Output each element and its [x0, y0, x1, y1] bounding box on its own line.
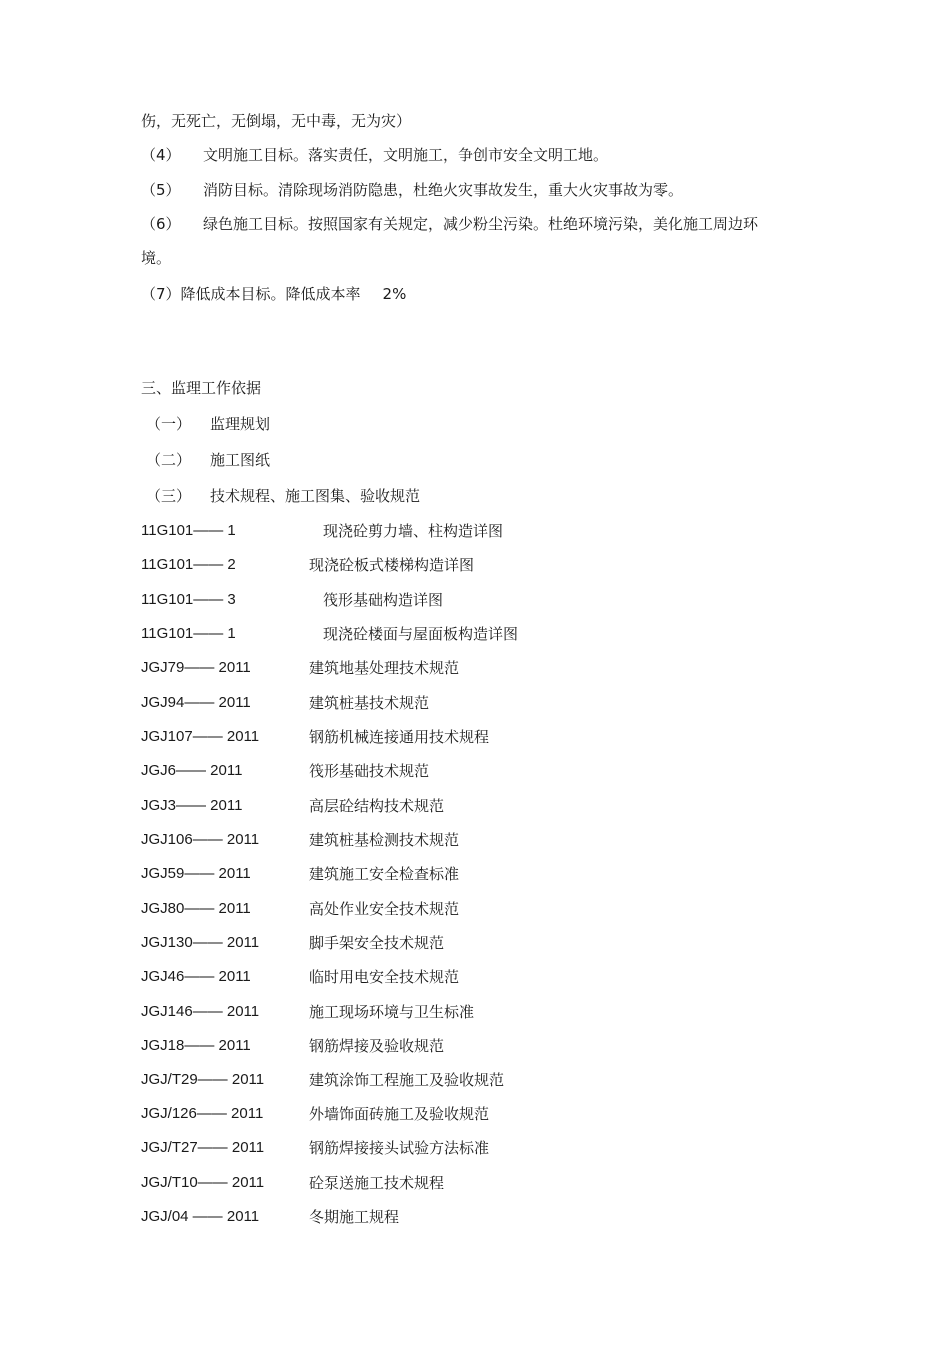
goal-item-4-text: 文明施工目标。落实责任，文明施工，争创市安全文明工地。 [203, 146, 609, 164]
sub-item-1-text: 监理规划 [210, 415, 271, 433]
standard-code: 11G101—— 2 [141, 556, 236, 573]
standard-code: JGJ6—— 2011 [141, 762, 243, 779]
cost-reduction-rate: 2% [382, 285, 407, 303]
sub-item-2-text: 施工图纸 [210, 451, 271, 469]
standard-code: JGJ/126—— 2011 [141, 1105, 264, 1122]
standard-title: 建筑桩基技术规范 [309, 694, 430, 712]
section-3-heading: 三、监理工作依据 [141, 379, 262, 397]
goal-item-6 [141, 214, 758, 234]
standard-code: JGJ/T29—— 2011 [141, 1071, 265, 1088]
standard-code: JGJ3—— 2011 [141, 797, 243, 814]
standard-title: 施工现场环境与卫生标准 [309, 1003, 475, 1021]
standard-code: 11G101—— 1 [141, 625, 236, 642]
standard-title: 钢筋机械连接通用技术规程 [309, 728, 490, 746]
standard-title: 临时用电安全技术规范 [309, 968, 460, 986]
standard-code: JGJ130—— 2011 [141, 934, 260, 951]
sub-item-3-text: 技术规程、施工图集、验收规范 [210, 487, 421, 505]
standard-title: 建筑地基处理技术规范 [309, 659, 460, 677]
standard-title: 钢筋焊接及验收规范 [309, 1037, 445, 1055]
standard-code: JGJ80—— 2011 [141, 900, 251, 917]
standard-title: 外墙饰面砖施工及验收规范 [309, 1105, 490, 1123]
standard-title: 冬期施工规程 [309, 1208, 400, 1226]
sub-item-2-number: （二） [146, 451, 192, 469]
sub-item-3-number: （三） [146, 487, 192, 505]
standard-code: JGJ146—— 2011 [141, 1003, 260, 1020]
standard-title: 建筑桩基检测技术规范 [309, 831, 460, 849]
goal-item-5 [141, 180, 683, 200]
standard-code: JGJ/T27—— 2011 [141, 1139, 265, 1156]
standard-code: JGJ107—— 2011 [141, 728, 260, 745]
standard-title: 现浇砼剪力墙、柱构造详图 [323, 522, 504, 540]
goal-item-7-text: （7）降低成本目标。降低成本率 [141, 285, 361, 303]
goal-item-4-number: （4） [141, 146, 181, 164]
sub-item-1-number: （一） [146, 415, 192, 433]
goal-item-6-text-line2: 境。 [141, 249, 172, 267]
goal-item-6-text-line1: 绿色施工目标。按照国家有关规定，减少粉尘污染。杜绝环境污染，美化施工周边环 [203, 215, 759, 233]
standard-title: 钢筋焊接接头试验方法标准 [309, 1139, 490, 1157]
standard-code: JGJ46—— 2011 [141, 968, 251, 985]
standard-code: JGJ59—— 2011 [141, 865, 251, 882]
goal-item-6-number: （6） [141, 215, 181, 233]
goal-item-4 [141, 145, 608, 165]
goal-item-7 [141, 284, 406, 304]
standard-title: 筏形基础技术规范 [309, 762, 430, 780]
standard-code: 11G101—— 1 [141, 522, 236, 539]
standard-code: JGJ18—— 2011 [141, 1037, 251, 1054]
standard-title: 高处作业安全技术规范 [309, 900, 460, 918]
goal-item-5-number: （5） [141, 181, 181, 199]
standard-code: JGJ/04 —— 2011 [141, 1208, 260, 1225]
standard-code: JGJ94—— 2011 [141, 694, 251, 711]
standard-title: 高层砼结构技术规范 [309, 797, 445, 815]
standard-title: 建筑施工安全检查标准 [309, 865, 460, 883]
standard-title: 现浇砼板式楼梯构造详图 [309, 556, 475, 574]
standard-code: JGJ/T10—— 2011 [141, 1174, 265, 1191]
standard-title: 建筑涂饰工程施工及验收规范 [309, 1071, 505, 1089]
goal-continuation-text: 伤，无死亡，无倒塌，无中毒，无为灾） [141, 112, 412, 130]
standard-code: JGJ106—— 2011 [141, 831, 260, 848]
standard-title: 砼泵送施工技术规程 [309, 1174, 445, 1192]
standard-title: 现浇砼楼面与屋面板构造详图 [323, 625, 519, 643]
standard-code: JGJ79—— 2011 [141, 659, 251, 676]
standard-code: 11G101—— 3 [141, 591, 236, 608]
standard-title: 筏形基础构造详图 [323, 591, 444, 609]
goal-item-5-text: 消防目标。清除现场消防隐患，杜绝火灾事故发生，重大火灾事故为零。 [203, 181, 684, 199]
standard-title: 脚手架安全技术规范 [309, 934, 445, 952]
